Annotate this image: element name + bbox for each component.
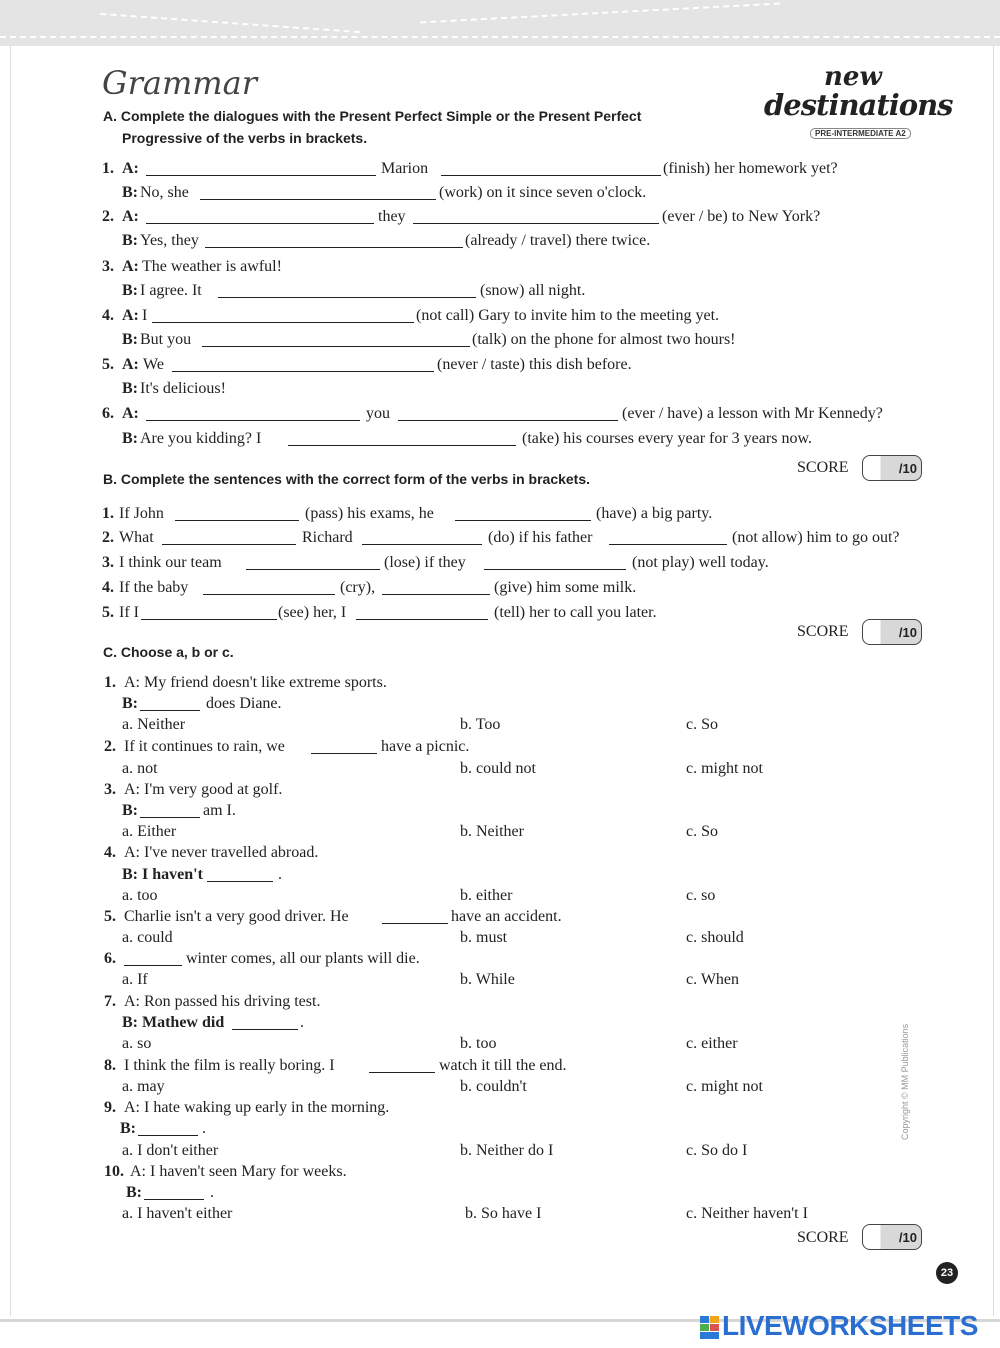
question-number: 1. — [102, 505, 114, 522]
option-b[interactable]: b. too — [460, 1035, 497, 1052]
part-b-line — [0, 577, 1000, 599]
part-b-line — [0, 602, 1000, 624]
part-a-instruction: A. Complete the dialogues with the Present Perfect Simple or the Present Perfect — [103, 108, 642, 124]
answer-blank[interactable] — [146, 405, 360, 421]
text: (give) him some milk. — [494, 579, 637, 596]
text: A: I hate waking up early in the morning. — [124, 1099, 390, 1116]
option-a[interactable]: a. too — [122, 887, 158, 904]
answer-blank[interactable] — [382, 908, 448, 924]
options-row — [0, 1076, 1000, 1098]
answer-blank[interactable] — [202, 331, 470, 347]
answer-blank[interactable] — [162, 529, 296, 545]
text: I think the film is really boring. I — [124, 1057, 335, 1074]
option-c[interactable]: c. either — [686, 1035, 738, 1052]
text: It's delicious! — [140, 380, 226, 397]
text: (do) if his father — [488, 529, 593, 546]
option-c[interactable]: c. might not — [686, 1078, 763, 1095]
speaker-label: B: — [122, 380, 138, 397]
part-c-line — [0, 1161, 1000, 1183]
question-number: 3. — [102, 258, 114, 275]
text: (tell) her to call you later. — [494, 604, 657, 621]
score-label-b: SCORE — [797, 623, 849, 640]
copyright-text: Copyright © MM Publications — [900, 1023, 910, 1140]
part-a-instruction-2: Progressive of the verbs in brackets. — [122, 130, 368, 146]
answer-blank[interactable] — [218, 282, 476, 298]
part-a-line — [0, 182, 1000, 204]
part-c-line — [0, 1182, 1000, 1204]
text: (never / taste) this dish before. — [437, 356, 632, 373]
liveworksheets-watermark[interactable]: LIVEWORKSHEETS — [722, 1310, 978, 1341]
text: you — [366, 405, 390, 422]
text: (not call) Gary to invite him to the meeting yet. — [416, 307, 720, 324]
answer-blank[interactable] — [141, 604, 277, 620]
question-number: 9. — [104, 1099, 116, 1116]
part-a-line — [0, 305, 1000, 327]
text: am I. — [203, 802, 236, 819]
question-number: 6. — [102, 405, 114, 422]
text: they — [378, 208, 406, 225]
option-b[interactable]: b. must — [460, 929, 508, 946]
brand-logo-new: new — [824, 62, 882, 92]
question-number: 8. — [104, 1057, 116, 1074]
score-box-a[interactable]: /10 — [862, 455, 922, 481]
speaker-label: A: — [122, 307, 139, 324]
option-a[interactable]: a. Either — [122, 823, 177, 840]
part-c-line — [0, 800, 1000, 822]
answer-blank[interactable] — [152, 307, 414, 323]
text: I — [142, 307, 148, 324]
text: (not play) well today. — [632, 554, 769, 571]
part-a-line — [0, 428, 1000, 450]
part-c-line — [0, 1055, 1000, 1077]
option-a[interactable]: a. so — [122, 1035, 152, 1052]
option-b[interactable]: b. Too — [460, 716, 501, 733]
answer-blank[interactable] — [369, 1057, 435, 1073]
option-a[interactable]: a. Neither — [122, 716, 186, 733]
speaker-label: B: — [120, 1120, 136, 1137]
answer-blank[interactable] — [203, 579, 335, 595]
score-box-b[interactable]: /10 — [862, 619, 922, 645]
question-number: 5. — [104, 908, 116, 925]
question-number: 10. — [104, 1163, 124, 1180]
answer-blank[interactable] — [382, 579, 490, 595]
part-c-line — [0, 842, 1000, 864]
answer-blank[interactable] — [398, 405, 618, 421]
text: (pass) his exams, he — [305, 505, 434, 522]
answer-blank[interactable] — [609, 529, 727, 545]
answer-blank[interactable] — [288, 430, 516, 446]
text: winter comes, all our plants will die. — [186, 950, 420, 967]
brand-logo-destinations: destinations — [764, 88, 953, 122]
part-c-line — [0, 693, 1000, 715]
part-c-line — [0, 906, 1000, 928]
question-number: 2. — [102, 208, 114, 225]
option-b[interactable]: b. While — [460, 971, 515, 988]
answer-blank[interactable] — [140, 695, 200, 711]
option-c[interactable]: c. Neither haven't I — [686, 1205, 808, 1222]
text: Charlie isn't a very good driver. He — [124, 908, 349, 925]
speaker-label: B: — [122, 802, 138, 819]
part-b-line — [0, 503, 1000, 525]
option-c[interactable]: c. So — [686, 823, 718, 840]
text: (not allow) him to go out? — [732, 529, 900, 546]
text: Yes, they — [140, 232, 199, 249]
option-a[interactable]: a. I haven't either — [122, 1205, 233, 1222]
part-c-line — [0, 1118, 1000, 1140]
text: . — [202, 1120, 206, 1137]
speaker-label: B: — [126, 1184, 142, 1201]
part-c-line — [0, 1012, 1000, 1034]
text: What — [119, 529, 154, 546]
option-b[interactable]: b. either — [460, 887, 513, 904]
text: (talk) on the phone for almost two hours! — [472, 331, 736, 348]
text: have an accident. — [451, 908, 562, 925]
option-c[interactable]: c. should — [686, 929, 744, 946]
part-a-line — [0, 280, 1000, 302]
part-a-line — [0, 158, 1000, 180]
speaker-label: B: — [122, 695, 138, 712]
option-c[interactable]: c. might not — [686, 760, 763, 777]
answer-blank[interactable] — [138, 1120, 198, 1136]
question-number: 7. — [104, 993, 116, 1010]
question-number: 5. — [102, 604, 114, 621]
part-a-line — [0, 378, 1000, 400]
part-a-line — [0, 230, 1000, 252]
answer-blank[interactable] — [455, 505, 591, 521]
brand-subtitle: PRE-INTERMEDIATE A2 — [810, 128, 911, 139]
speaker-label: B: — [122, 282, 138, 299]
question-number: 4. — [102, 307, 114, 324]
text: (have) a big party. — [596, 505, 713, 522]
text: (ever / be) to New York? — [662, 208, 821, 225]
part-c-line — [0, 736, 1000, 758]
speaker-label: A: — [122, 258, 139, 275]
text: If I — [119, 604, 139, 621]
option-a[interactable]: a. could — [122, 929, 173, 946]
question-number: 1. — [102, 160, 114, 177]
text: I agree. It — [140, 282, 202, 299]
answer-blank[interactable] — [207, 866, 273, 882]
part-c-instruction: C. Choose a, b or c. — [103, 644, 234, 660]
part-b-line — [0, 552, 1000, 574]
options-row — [0, 821, 1000, 843]
text: A: I've never travelled abroad. — [124, 844, 319, 861]
text: No, she — [140, 184, 189, 201]
speaker-label: A: — [122, 356, 139, 373]
question-number: 6. — [104, 950, 116, 967]
question-number: 3. — [102, 554, 114, 571]
answer-blank[interactable] — [205, 232, 463, 248]
score-box-c[interactable]: /10 — [862, 1224, 922, 1250]
text: I think our team — [119, 554, 222, 571]
answer-blank[interactable] — [246, 554, 380, 570]
text: (take) his courses every year for 3 years now. — [522, 430, 812, 447]
speaker-label: B: Mathew did — [122, 1014, 225, 1031]
options-row — [0, 1033, 1000, 1055]
part-c-line — [0, 779, 1000, 801]
speaker-label: B: — [122, 331, 138, 348]
options-row — [0, 927, 1000, 949]
part-b-instruction: B. Complete the sentences with the correct form of the verbs in brackets. — [103, 471, 591, 487]
speaker-label: B: — [122, 184, 138, 201]
text: If the baby — [119, 579, 189, 596]
part-c-line — [0, 991, 1000, 1013]
part-c-line — [0, 864, 1000, 886]
text: Are you kidding? I — [140, 430, 262, 447]
answer-blank[interactable] — [144, 1184, 204, 1200]
text: A: Ron passed his driving test. — [124, 993, 321, 1010]
answer-blank[interactable] — [413, 208, 659, 224]
question-number: 3. — [104, 781, 116, 798]
answer-blank[interactable] — [200, 184, 436, 200]
text: (ever / have) a lesson with Mr Kennedy? — [622, 405, 883, 422]
speaker-label: A: — [122, 405, 139, 422]
option-a[interactable]: a. I don't either — [122, 1142, 219, 1159]
liveworksheets-icon — [700, 1316, 720, 1340]
options-row — [0, 1203, 1000, 1225]
text: A: I haven't seen Mary for weeks. — [130, 1163, 347, 1180]
options-row — [0, 758, 1000, 780]
text: But you — [140, 331, 192, 348]
text: . — [210, 1184, 214, 1201]
options-row — [0, 969, 1000, 991]
part-a-line — [0, 206, 1000, 228]
option-a[interactable]: a. not — [122, 760, 158, 777]
answer-blank[interactable] — [175, 505, 299, 521]
question-number: 2. — [102, 529, 114, 546]
text: Marion — [381, 160, 429, 177]
answer-blank[interactable] — [140, 802, 200, 818]
speaker-label: B: — [122, 430, 138, 447]
option-b[interactable]: b. So have I — [465, 1205, 542, 1222]
option-b[interactable]: b. couldn't — [460, 1078, 527, 1095]
part-c-line — [0, 672, 1000, 694]
answer-blank[interactable] — [311, 738, 377, 754]
text: (already / travel) there twice. — [465, 232, 651, 249]
text: (snow) all night. — [480, 282, 586, 299]
part-c-line — [0, 1097, 1000, 1119]
option-b[interactable]: b. could not — [460, 760, 536, 777]
page-number: 23 — [936, 1262, 958, 1284]
text: (lose) if they — [384, 554, 466, 571]
part-c-line — [0, 948, 1000, 970]
section-title: Grammar — [102, 64, 257, 102]
text: Richard — [302, 529, 353, 546]
text: If it continues to rain, we — [124, 738, 285, 755]
text: . — [278, 866, 282, 883]
text: . — [300, 1014, 304, 1031]
question-number: 2. — [104, 738, 116, 755]
option-a[interactable]: a. If — [122, 971, 148, 988]
answer-blank[interactable] — [484, 554, 626, 570]
options-row — [0, 1140, 1000, 1162]
text: The weather is awful! — [142, 258, 282, 275]
text: A: I'm very good at golf. — [124, 781, 283, 798]
part-b-line — [0, 527, 1000, 549]
answer-blank[interactable] — [146, 208, 374, 224]
text: have a picnic. — [381, 738, 470, 755]
option-b[interactable]: b. Neither — [460, 823, 524, 840]
speaker-label: B: — [122, 232, 138, 249]
question-number: 4. — [104, 844, 116, 861]
options-row — [0, 885, 1000, 907]
answer-blank[interactable] — [232, 1014, 298, 1030]
text: does Diane. — [206, 695, 282, 712]
part-a-line — [0, 256, 1000, 278]
question-number: 1. — [104, 674, 116, 691]
text: watch it till the end. — [439, 1057, 567, 1074]
score-label-c: SCORE — [797, 1229, 849, 1246]
part-a-line — [0, 329, 1000, 351]
text: (finish) her homework yet? — [663, 160, 838, 177]
text: (cry), — [340, 579, 376, 596]
speaker-label: B: I haven't — [122, 866, 203, 883]
speaker-label: A: — [122, 208, 139, 225]
score-label-a: SCORE — [797, 459, 849, 476]
top-band — [0, 0, 1000, 46]
part-a-line — [0, 403, 1000, 425]
answer-blank[interactable] — [356, 604, 488, 620]
option-b[interactable]: b. Neither do I — [460, 1142, 554, 1159]
answer-blank[interactable] — [124, 950, 182, 966]
option-c[interactable]: c. So — [686, 716, 718, 733]
speaker-label: A: — [122, 160, 139, 177]
answer-blank[interactable] — [362, 529, 482, 545]
option-a[interactable]: a. may — [122, 1078, 165, 1095]
question-number: 4. — [102, 579, 114, 596]
answer-blank[interactable] — [172, 356, 434, 372]
option-c[interactable]: c. When — [686, 971, 740, 988]
answer-blank[interactable] — [146, 160, 376, 176]
text: We — [143, 356, 164, 373]
options-row — [0, 714, 1000, 736]
part-a-line — [0, 354, 1000, 376]
text: A: My friend doesn't like extreme sports. — [124, 674, 387, 691]
option-c[interactable]: c. So do I — [686, 1142, 748, 1159]
option-c[interactable]: c. so — [686, 887, 716, 904]
text: (work) on it since seven o'clock. — [439, 184, 647, 201]
question-number: 5. — [102, 356, 114, 373]
text: (see) her, I — [278, 604, 347, 621]
answer-blank[interactable] — [441, 160, 661, 176]
text: If John — [119, 505, 164, 522]
